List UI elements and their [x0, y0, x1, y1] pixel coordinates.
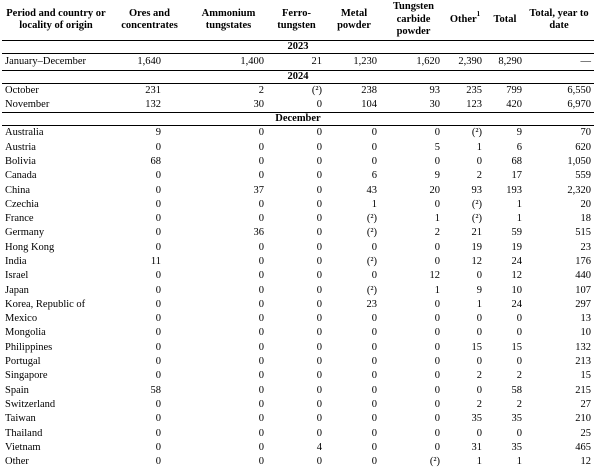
cell-metal-powder: 0: [371, 384, 377, 396]
cell-carbide: 0: [434, 241, 440, 253]
cell-other: 2: [476, 370, 482, 382]
cell-ores: 0: [155, 327, 161, 339]
header-other-label: Other: [449, 13, 477, 25]
annual-section: [2, 41, 594, 71]
cell-ores: 132: [145, 99, 161, 111]
cell-ores: 11: [150, 256, 161, 267]
cell-total-ytd: 297: [575, 298, 591, 310]
cell-total: 1: [516, 456, 522, 468]
row-label: Mongolia: [5, 327, 46, 339]
cell-total-ytd: 10: [580, 327, 591, 339]
cell-ferro: 0: [316, 427, 322, 439]
cell-metal-powder: 0: [371, 370, 377, 382]
cell-ores: 0: [155, 170, 161, 182]
cell-total: 19: [511, 241, 522, 253]
cell-ores: 0: [155, 270, 161, 282]
table-row-annual: [2, 54, 594, 71]
cell-ores: 0: [155, 370, 161, 382]
cell-ammonium: 0: [258, 270, 264, 282]
cell-ores: 0: [155, 213, 161, 225]
cell-other: 0: [476, 270, 482, 282]
cell-carbide: 0: [434, 313, 440, 325]
cell-ferro: 0: [316, 284, 322, 296]
row-label: Philippines: [5, 341, 53, 353]
cell-other: 0: [476, 356, 482, 368]
cell-carbide: 0: [434, 127, 440, 139]
cell-carbide: 0: [434, 356, 440, 368]
cell-total-ytd: 440: [575, 270, 591, 282]
table-row: [2, 441, 594, 455]
cell-ferro: 0: [316, 456, 322, 468]
cell-other: 31: [471, 441, 482, 453]
row-label: Thailand: [5, 427, 43, 439]
cell-total-ytd: 15: [580, 370, 591, 382]
cell-carbide: 0: [434, 398, 440, 410]
header-other: [444, 0, 486, 41]
cell-other: 1: [476, 141, 482, 153]
cell-ammonium: 1,400: [189, 54, 268, 71]
cell-total: 0: [516, 327, 522, 339]
table-row: [2, 384, 594, 398]
cell-ores: 0: [155, 398, 161, 410]
row-label: October: [5, 85, 39, 97]
cell-ammonium: 0: [258, 127, 264, 139]
row-label: Japan: [5, 284, 29, 296]
cell-ammonium: 2: [258, 85, 264, 97]
row-label: November: [5, 99, 50, 111]
cell-ores: 0: [155, 413, 161, 425]
cell-ferro: 0: [316, 256, 322, 267]
cell-carbide: 0: [434, 413, 440, 425]
table-row: [2, 226, 594, 240]
cell-ores: 0: [155, 341, 161, 353]
cell-ferro: 21: [268, 54, 325, 71]
section-year-2023: 2023: [2, 41, 594, 54]
cell-total: 0: [516, 356, 522, 368]
table-row: [2, 412, 594, 426]
cell-other: 2: [476, 170, 482, 182]
table-row: [2, 269, 594, 283]
cell-ores: 0: [155, 198, 161, 210]
cell-carbide: 5: [434, 141, 440, 153]
row-label: Spain: [5, 384, 29, 396]
cell-other: 123: [466, 99, 482, 111]
cell-ammonium: 0: [258, 213, 264, 225]
cell-ammonium: 0: [258, 298, 264, 310]
table-row: [2, 426, 594, 440]
cell-ores: 0: [155, 241, 161, 253]
cell-ammonium: 0: [258, 356, 264, 368]
cell-carbide: 1,620: [383, 54, 444, 71]
cell-ferro: 4: [316, 441, 322, 453]
table-row: [2, 398, 594, 412]
cell-ores: 0: [155, 141, 161, 153]
cell-total: 59: [511, 227, 522, 239]
cell-carbide: 0: [434, 370, 440, 382]
cell-ammonium: 0: [258, 284, 264, 296]
table-row: [2, 212, 594, 226]
table-row: [2, 283, 594, 297]
cell-ferro: 0: [316, 413, 322, 425]
row-label: Canada: [5, 170, 37, 182]
cell-metal-powder: 6: [371, 170, 377, 182]
row-label: Switzerland: [5, 398, 56, 410]
cell-ammonium: 30: [253, 99, 264, 111]
cell-other: (²): [471, 127, 482, 139]
cell-metal-powder: 104: [361, 99, 377, 111]
row-label: January–December: [2, 54, 110, 71]
cell-ferro: 0: [316, 241, 322, 253]
cell-ferro: 0: [316, 370, 322, 382]
cell-total-ytd: 18: [580, 213, 591, 225]
cell-ores: 0: [155, 427, 161, 439]
cell-ferro: 0: [316, 213, 322, 225]
cell-ferro: 0: [316, 184, 322, 196]
cell-total-ytd: 1,050: [567, 155, 591, 167]
cell-carbide: 9: [434, 170, 440, 182]
cell-metal-powder: 0: [371, 341, 377, 353]
cell-total-ytd: 23: [580, 241, 591, 253]
cell-ammonium: 37: [253, 184, 264, 196]
cell-total-ytd: 176: [575, 256, 591, 267]
row-label: Portugal: [5, 356, 41, 368]
cell-total-ytd: 12: [580, 456, 591, 468]
cell-ores: 0: [155, 441, 161, 453]
header-total-year-to-date: Total, year to date: [524, 0, 594, 41]
cell-other: 2,390: [444, 54, 486, 71]
table-row: [2, 140, 594, 154]
cell-ammonium: 0: [258, 313, 264, 325]
cell-other: (²): [471, 198, 482, 210]
header-ferro-tungsten: Ferro-tungsten: [268, 0, 325, 41]
cell-ferro: 0: [316, 313, 322, 325]
row-label: Taiwan: [5, 413, 36, 425]
cell-other: 0: [476, 427, 482, 439]
cell-metal-powder: 1: [371, 198, 377, 210]
cell-total-ytd: 213: [575, 356, 591, 368]
cell-total: 35: [511, 441, 522, 453]
cell-total: 6: [516, 141, 522, 153]
cell-other: 1: [476, 298, 482, 310]
cell-metal-powder: 0: [371, 270, 377, 282]
cell-total: 17: [511, 170, 522, 182]
cell-total-ytd: —: [524, 54, 594, 71]
cell-carbide: 0: [434, 256, 440, 267]
row-label: Austria: [5, 141, 36, 153]
cell-carbide: 1: [434, 284, 440, 296]
cell-total: 58: [511, 384, 522, 396]
cell-other: 35: [471, 413, 482, 425]
row-label: France: [5, 213, 34, 225]
cell-total-ytd: 2,320: [567, 184, 591, 196]
cell-metal-powder: 0: [371, 456, 377, 468]
row-label: Korea, Republic of: [5, 298, 86, 310]
cell-carbide: (²): [429, 456, 440, 468]
cell-ammonium: 0: [258, 398, 264, 410]
cell-ammonium: 0: [258, 198, 264, 210]
header-ammonium-tungstates: Ammonium tungstates: [189, 0, 268, 41]
cell-carbide: 1: [434, 213, 440, 225]
cell-ammonium: 0: [258, 155, 264, 167]
cell-ammonium: 0: [258, 327, 264, 339]
row-label: Vietnam: [5, 441, 41, 453]
cell-carbide: 20: [429, 184, 440, 196]
cell-total: 68: [511, 155, 522, 167]
cell-ammonium: 0: [258, 170, 264, 182]
table-header: [2, 0, 594, 41]
cell-total-ytd: 6,550: [567, 85, 591, 97]
cell-total-ytd: 13: [580, 313, 591, 325]
cell-total: 0: [516, 427, 522, 439]
cell-ammonium: 0: [258, 241, 264, 253]
cell-ammonium: 0: [258, 413, 264, 425]
cell-other: 12: [471, 256, 482, 267]
cell-metal-powder: 0: [371, 413, 377, 425]
cell-total-ytd: 20: [580, 198, 591, 210]
cell-metal-powder: 0: [371, 141, 377, 153]
cell-ferro: 0: [316, 155, 322, 167]
cell-total: 12: [511, 270, 522, 282]
cell-total: 193: [506, 184, 522, 196]
tungsten-imports-table: [2, 0, 594, 469]
cell-ores: 0: [155, 456, 161, 468]
cell-metal-powder: 1,230: [325, 54, 383, 71]
row-label: Australia: [5, 127, 44, 139]
table-row: [2, 155, 594, 169]
cell-metal-powder: 43: [366, 184, 377, 196]
cell-other: (²): [471, 213, 482, 225]
cell-metal-powder: 0: [371, 127, 377, 139]
row-label: Other: [5, 456, 29, 468]
cell-other: 2: [476, 398, 482, 410]
cell-ferro: 0: [316, 99, 322, 111]
cell-metal-powder: (²): [366, 227, 377, 239]
cell-total-ytd: 215: [575, 384, 591, 396]
header-tungsten-carbide-powder: Tungsten carbide powder: [383, 0, 444, 41]
cell-ferro: 0: [316, 127, 322, 139]
cell-ammonium: 36: [253, 227, 264, 239]
table-row: [2, 84, 594, 99]
cell-metal-powder: 23: [366, 298, 377, 310]
cell-carbide: 30: [429, 99, 440, 111]
cell-total: 8,290: [486, 54, 524, 71]
cell-total-ytd: 515: [575, 227, 591, 239]
cell-metal-powder: 0: [371, 441, 377, 453]
cell-ferro: 0: [316, 341, 322, 353]
section-month-december: December: [2, 113, 594, 126]
cell-total: 24: [511, 256, 522, 267]
header-period-country: Period and country or locality of origin: [2, 0, 110, 41]
table-row: [2, 326, 594, 340]
row-label: Bolivia: [5, 155, 36, 167]
cell-metal-powder: 238: [361, 85, 377, 97]
cell-ores: 0: [155, 356, 161, 368]
cell-carbide: 0: [434, 384, 440, 396]
footnote-marker: 1: [476, 10, 481, 19]
cell-ammonium: 0: [258, 384, 264, 396]
cell-total: 1: [516, 198, 522, 210]
cell-ores: 0: [155, 184, 161, 196]
cell-other: 0: [476, 327, 482, 339]
row-label: Singapore: [5, 370, 48, 382]
cell-total-ytd: 620: [575, 141, 591, 153]
row-label: Germany: [5, 227, 45, 239]
cell-total: 24: [511, 298, 522, 310]
cell-other: 21: [471, 227, 482, 239]
table-row: [2, 241, 594, 255]
cell-ammonium: 0: [258, 341, 264, 353]
cell-total-ytd: 132: [575, 341, 591, 353]
cell-other: 0: [476, 155, 482, 167]
cell-ores: 1,640: [110, 54, 189, 71]
cell-total: 35: [511, 413, 522, 425]
cell-metal-powder: 0: [371, 241, 377, 253]
cell-ammonium: 0: [258, 141, 264, 153]
monthly-section: [2, 71, 594, 113]
cell-other: 1: [476, 456, 482, 468]
cell-metal-powder: 0: [371, 356, 377, 368]
cell-ferro: 0: [316, 227, 322, 239]
table-row: [2, 369, 594, 383]
cell-other: 0: [476, 313, 482, 325]
cell-total: 2: [516, 370, 522, 382]
cell-metal-powder: 0: [371, 398, 377, 410]
cell-ores: 0: [155, 227, 161, 239]
cell-ores: 9: [155, 127, 161, 139]
cell-total-ytd: 70: [580, 127, 591, 139]
cell-ammonium: 0: [258, 441, 264, 453]
table-row: [2, 98, 594, 113]
cell-other: 9: [476, 284, 482, 296]
row-label: India: [5, 256, 27, 267]
row-label: Hong Kong: [5, 241, 55, 253]
cell-total: 0: [516, 313, 522, 325]
table-row: [2, 355, 594, 369]
cell-metal-powder: 0: [371, 313, 377, 325]
cell-carbide: 0: [434, 198, 440, 210]
cell-total-ytd: 210: [575, 413, 591, 425]
cell-other: 19: [471, 241, 482, 253]
cell-total: 420: [506, 99, 522, 111]
cell-ferro: 0: [316, 398, 322, 410]
cell-metal-powder: (²): [366, 256, 377, 267]
cell-ferro: 0: [316, 270, 322, 282]
cell-carbide: 2: [434, 227, 440, 239]
cell-metal-powder: 0: [371, 427, 377, 439]
header-total: Total: [486, 0, 524, 41]
cell-ferro: 0: [316, 170, 322, 182]
cell-total: 799: [506, 85, 522, 97]
cell-ores: 0: [155, 313, 161, 325]
cell-carbide: 0: [434, 427, 440, 439]
cell-metal-powder: 0: [371, 327, 377, 339]
cell-total-ytd: 27: [580, 398, 591, 410]
cell-carbide: 0: [434, 341, 440, 353]
cell-ammonium: 0: [258, 427, 264, 439]
cell-total-ytd: 25: [580, 427, 591, 439]
table-row: [2, 198, 594, 212]
cell-ores: 68: [150, 155, 161, 167]
cell-carbide: 0: [434, 327, 440, 339]
table-row: [2, 312, 594, 326]
cell-carbide: 12: [429, 270, 440, 282]
table-row: [2, 183, 594, 197]
cell-carbide: 0: [434, 298, 440, 310]
cell-ores: 58: [150, 384, 161, 396]
cell-total-ytd: 465: [575, 441, 591, 453]
country-section: [2, 113, 594, 469]
cell-total-ytd: 559: [575, 170, 591, 182]
cell-ammonium: 0: [258, 370, 264, 382]
row-label: Israel: [5, 270, 29, 282]
cell-total: 15: [511, 341, 522, 353]
cell-ferro: 0: [316, 198, 322, 210]
cell-other: 15: [471, 341, 482, 353]
cell-ferro: 0: [316, 141, 322, 153]
cell-ferro: 0: [316, 298, 322, 310]
cell-metal-powder: (²): [366, 284, 377, 296]
cell-other: 93: [471, 184, 482, 196]
cell-ferro: 0: [316, 327, 322, 339]
section-year-2024: 2024: [2, 71, 594, 84]
cell-total-ytd: 6,970: [567, 99, 591, 111]
row-label: Mexico: [5, 313, 38, 325]
cell-carbide: 0: [434, 441, 440, 453]
cell-total: 9: [516, 127, 522, 139]
cell-total-ytd: 107: [575, 284, 591, 296]
table-row: [2, 169, 594, 183]
cell-ores: 231: [145, 85, 161, 97]
cell-carbide: 93: [429, 85, 440, 97]
cell-total: 10: [511, 284, 522, 296]
header-metal-powder: Metal powder: [325, 0, 383, 41]
row-label: China: [5, 184, 31, 196]
cell-ammonium: 0: [258, 256, 264, 267]
table-row: [2, 255, 594, 269]
row-label: Czechia: [5, 198, 39, 210]
cell-ammonium: 0: [258, 456, 264, 468]
cell-other: 235: [466, 85, 482, 97]
cell-metal-powder: (²): [366, 213, 377, 225]
cell-ores: 0: [155, 298, 161, 310]
header-ores-concentrates: Ores and concentrates: [110, 0, 189, 41]
cell-ores: 0: [155, 284, 161, 296]
table-row: [2, 126, 594, 141]
table-row: [2, 455, 594, 469]
cell-ferro: 0: [316, 384, 322, 396]
table-row: [2, 341, 594, 355]
cell-carbide: 0: [434, 155, 440, 167]
cell-metal-powder: 0: [371, 155, 377, 167]
cell-total: 1: [516, 213, 522, 225]
cell-other: 0: [476, 384, 482, 396]
cell-ferro: 0: [316, 356, 322, 368]
cell-total: 2: [516, 398, 522, 410]
table-row: [2, 298, 594, 312]
cell-ferro: (²): [311, 85, 322, 97]
